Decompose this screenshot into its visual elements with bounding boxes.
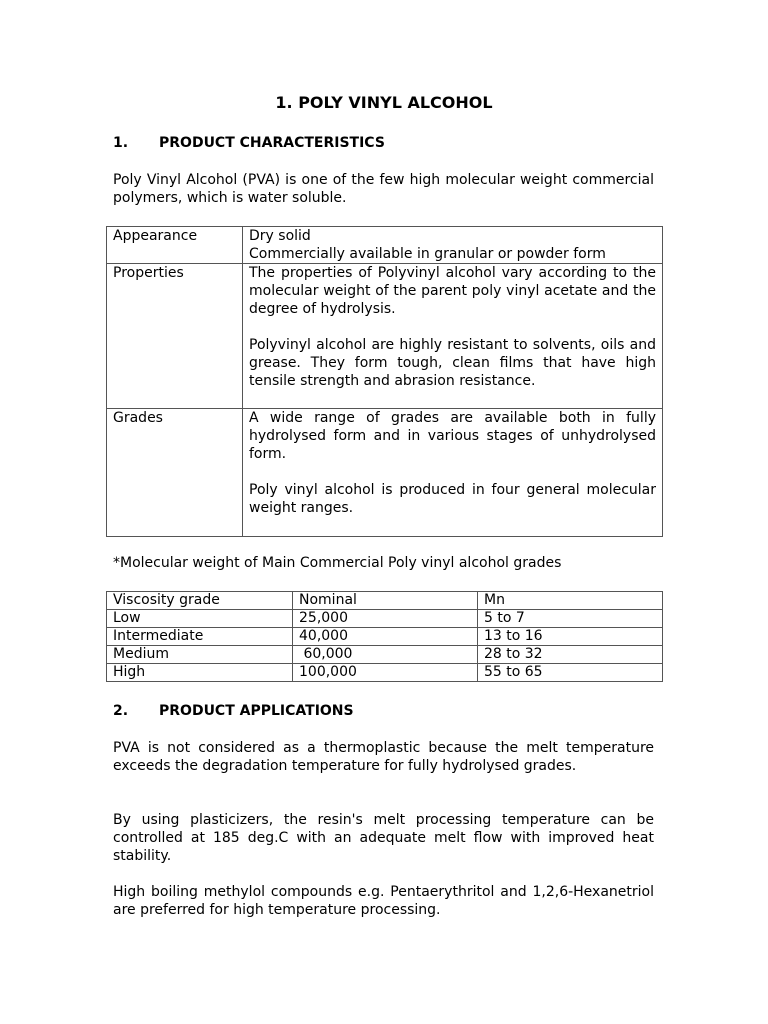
table-header-cell: Viscosity grade [107, 592, 293, 610]
table-cell: Intermediate [107, 628, 293, 646]
table-row [107, 628, 663, 646]
section-heading-text: PRODUCT CHARACTERISTICS [159, 135, 385, 151]
table-cell: Low [107, 610, 293, 628]
section-number: 2. [113, 703, 129, 719]
intro-paragraph: Poly Vinyl Alcohol (PVA) is one of the few high molecular weight commercial polymers, which is water soluble. [113, 172, 654, 206]
characteristic-label: Grades [107, 409, 243, 537]
table-cell: Medium [107, 646, 293, 664]
applications-paragraph: By using plasticizers, the resin's melt processing temperature can be controlled at 185 deg.C with an adequate melt flow with improved heat stability. [113, 812, 654, 864]
table-cell: 28 to 32 [478, 646, 663, 664]
characteristics-row [107, 409, 663, 537]
characteristics-row [107, 264, 663, 409]
characteristic-value [243, 409, 663, 537]
characteristics-table [106, 226, 663, 537]
characteristic-value [243, 227, 663, 264]
characteristic-paragraph: A wide range of grades are available both in fully hydrolysed form and in various stages of unhydrolysed form. [249, 410, 656, 462]
table-row [107, 646, 663, 664]
molecular-weight-caption: *Molecular weight of Main Commercial Poly vinyl alcohol grades [113, 555, 562, 571]
section-heading-characteristics [113, 135, 385, 151]
applications-paragraph: High boiling methylol compounds e.g. Pentaerythritol and 1,2,6-Hexanetriol are preferred for high temperature processing. [113, 884, 654, 918]
table-header-row [107, 592, 663, 610]
characteristic-paragraph: Dry solid Commercially available in granular or powder form [249, 228, 606, 262]
table-header-cell: Nominal [293, 592, 478, 610]
applications-paragraph: PVA is not considered as a thermoplastic because the melt temperature exceeds the degradation temperature for fully hydrolysed grades. [113, 740, 654, 774]
section-heading-text: PRODUCT APPLICATIONS [159, 703, 354, 719]
characteristic-label: Properties [107, 264, 243, 409]
table-cell: 40,000 [293, 628, 478, 646]
characteristic-paragraph: The properties of Polyvinyl alcohol vary according to the molecular weight of the parent poly vinyl acetate and the degree of hydrolysis. [249, 265, 656, 317]
table-cell: 55 to 65 [478, 664, 663, 682]
table-cell: 60,000 [293, 646, 478, 664]
section-heading-applications [113, 703, 354, 719]
table-header-cell: Mn [478, 592, 663, 610]
table-cell: 13 to 16 [478, 628, 663, 646]
document-title: 1. POLY VINYL ALCOHOL [275, 93, 493, 112]
molecular-weight-table [106, 591, 663, 682]
characteristic-value [243, 264, 663, 409]
characteristic-label: Appearance [107, 227, 243, 264]
section-number: 1. [113, 135, 129, 151]
table-row [107, 610, 663, 628]
table-cell: High [107, 664, 293, 682]
characteristics-row [107, 227, 663, 264]
table-cell: 100,000 [293, 664, 478, 682]
table-cell: 5 to 7 [478, 610, 663, 628]
table-cell: 25,000 [293, 610, 478, 628]
table-row [107, 664, 663, 682]
characteristic-paragraph: Polyvinyl alcohol are highly resistant to solvents, oils and grease. They form tough, clean films that have high tensile strength and abrasion resistance. [249, 337, 656, 389]
characteristic-paragraph: Poly vinyl alcohol is produced in four general molecular weight ranges. [249, 482, 656, 516]
